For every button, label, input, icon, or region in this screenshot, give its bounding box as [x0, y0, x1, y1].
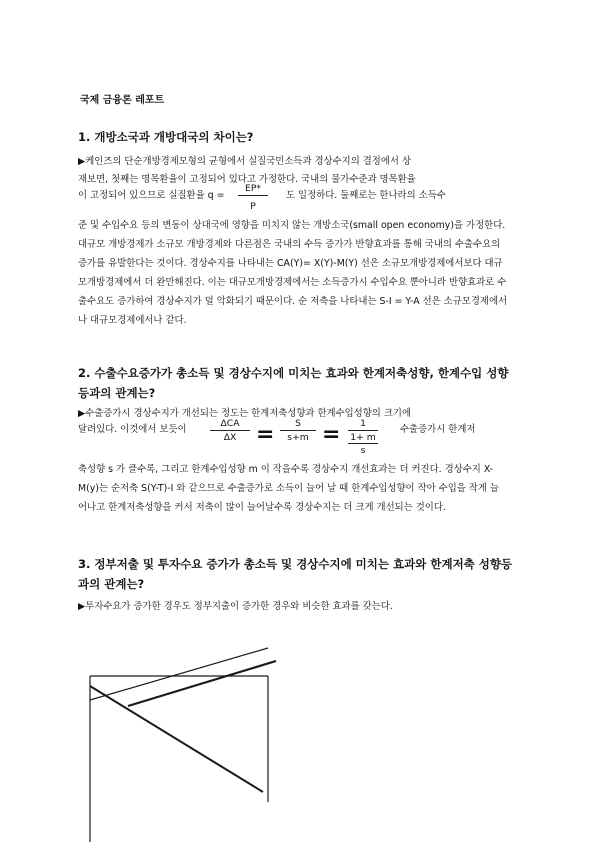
fraction-denominator: s+m [287, 432, 309, 443]
section-2-line-2: 달려있다. 이것에서 보듯이 [78, 424, 187, 435]
figure-line-downward [90, 686, 263, 792]
section-2-paragraph: 축성향 s 가 클수록, 그리고 한계수입성향 m 이 작을수록 경상수지 개선효과는 더 커진다. 경상수지 X-M(y)는 순저축 S(Y-T)-I 와 같으므로 수출증가로 소득이 늘어 날 때 한계수입성향이 작아 수입을 작게 늘어나고 한계저축성향을 커서 저축이 많이 늘어날수록 경상수지는 더 크게 개선되는 것이다. [78, 464, 499, 513]
document-title: 국제 금융론 레포트 [80, 95, 165, 106]
section-1-line-3: 이 고정되어 있으므로 실질환율 q = [78, 190, 225, 201]
fraction-numerator: EP* [238, 183, 268, 196]
section-3-line-1: ▶투자수요가 증가한 경우도 정부지출이 증가한 경우와 비슷한 효과를 갖는다. [78, 601, 393, 612]
section-1-line-2: 재보면, 첫째는 명목환율이 고정되어 있다고 가정한다. 국내의 물가수준과 명목환율 [78, 174, 416, 185]
fraction-denominator: ΔX [223, 432, 237, 443]
fraction-numerator: 1 [348, 418, 378, 431]
fraction-denominator: 1+ m [348, 431, 378, 444]
fraction-numerator: ΔCA [210, 418, 250, 431]
section-1-line-3-cont: 도 일정하다. 둘째로는 한나라의 소득수 [286, 190, 446, 201]
fraction-numerator: S [280, 418, 316, 431]
section-1-paragraph: 준 및 수입수요 등의 변동이 상대국에 영향을 미치지 않는 개방소국(small open economy)을 가정한다. 대규모 개방경제가 소규모 개방경제와 다른점은 국내의 수득 증가가 반향효과를 통해 국내의 수출수요의 증가를 유발한다는 것이다. 경상수지를 나타내는 CA(Y)= X(Y)-M(Y) 선은 소규모개방경제에서보다 대규모개방경제에서 더 완만해진다. 이는 대규모개방경제에서는 소득증가시 수입수요 뿐아니라 반향효과로 수출수요도 증가하여 경상수지가 덜 악화되기 때문이다. 순 저축을 나타내는 S-I = Y-A 선은 소규모경제에서나 대규모경제에서나 같다. [78, 220, 508, 326]
section-1-line-1: ▶케인즈의 단순개방경제모형의 균형에서 실질국민소득과 경상수지의 결정에서 상 [78, 156, 412, 167]
equals-sign: = [322, 422, 341, 447]
figure-line-upper [90, 648, 268, 700]
equals-sign: = [256, 422, 275, 447]
section-3-heading: 3. 정부저출 및 투자수요 증가가 총소득 및 경상수지에 미치는 효과와 한계저축 성향등과의 관계는? [78, 557, 513, 591]
section-2-heading: 2. 수출수요증가가 총소득 및 경상수지에 미치는 효과와 한계저축성향, 한계수입 성향등과의 관계는? [78, 366, 509, 400]
fraction-sub-denominator: s [360, 445, 366, 456]
fraction-denominator: P [250, 201, 256, 212]
section-2-line-2-cont: 수출증가시 한계저 [400, 424, 476, 435]
section-2-line-1: ▶수출증가시 경상수지가 개선되는 정도는 한계저축성향과 한계수입성향의 크기에 [78, 408, 412, 419]
section-1-heading: 1. 개방소국과 개방대국의 차이는? [78, 130, 254, 144]
